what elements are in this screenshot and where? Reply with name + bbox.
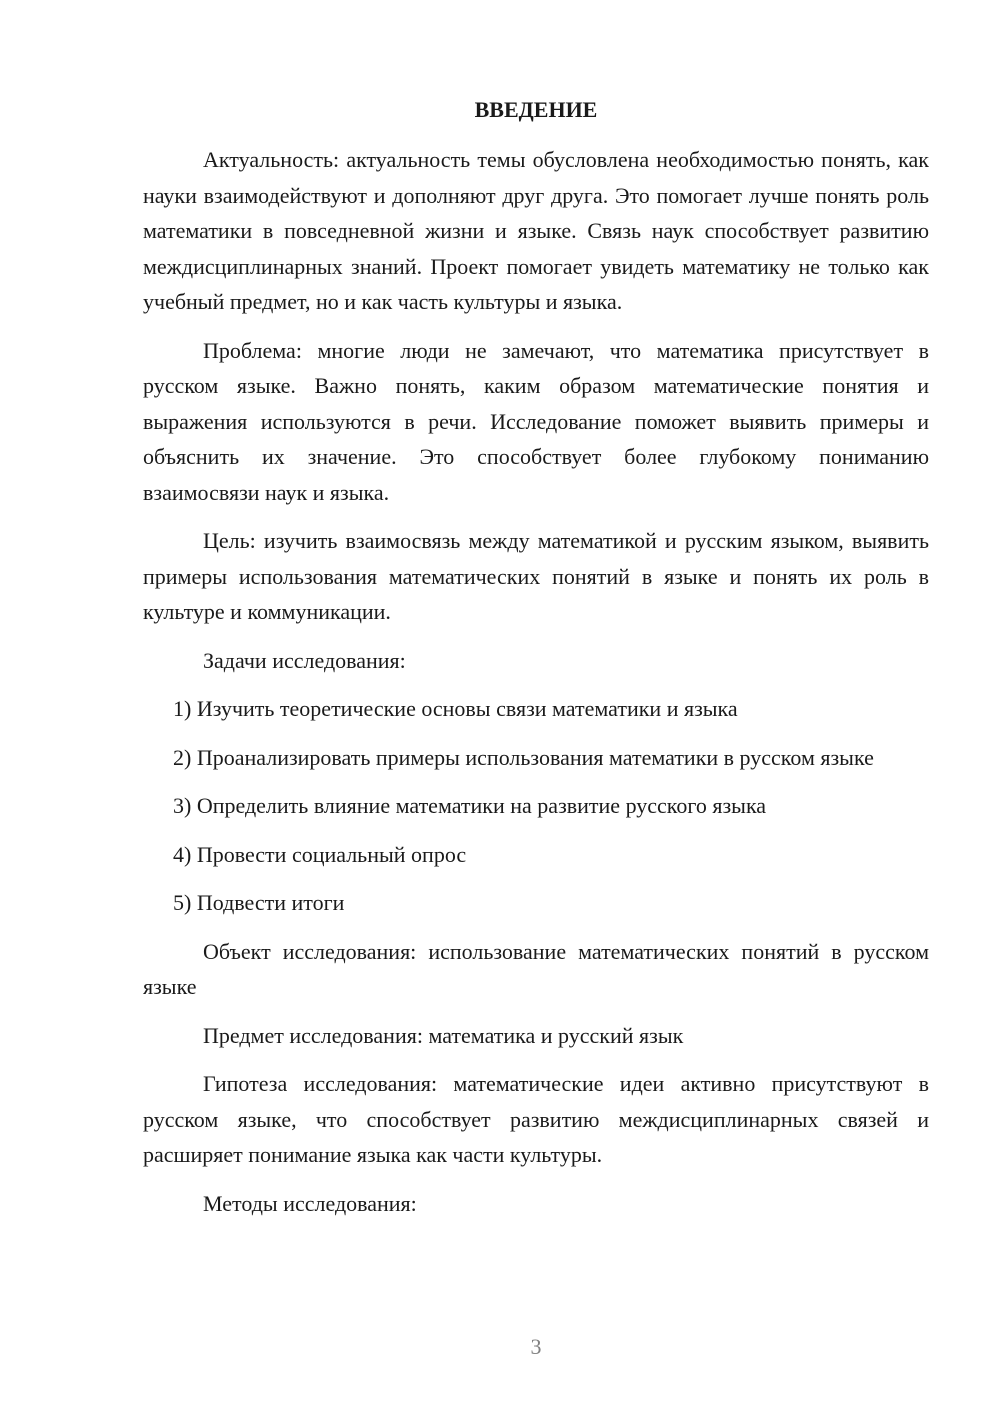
paragraph-object: Объект исследования: использование математических понятий в русском языке — [143, 938, 929, 999]
paragraph-hypothesis: Гипотеза исследования: математические идеи активно присутствуют в русском языке, что способствует развитию междисциплинарных связей и расширяет понимание языка как части культуры. — [143, 1071, 929, 1167]
paragraph-methods: Методы исследования: — [203, 1190, 417, 1216]
paragraph-subject: Предмет исследования: математика и русский язык — [203, 1022, 684, 1048]
paragraph-goal: Цель: изучить взаимосвязь между математикой и русским языком, выявить примеры использования математических понятий в языке и понять их роль в культуре и коммуникации. — [143, 528, 929, 624]
page-number: 3 — [530, 1334, 542, 1359]
page-title: ВВЕДЕНИЕ — [474, 97, 598, 122]
document-page — [143, 92, 929, 1234]
paragraph-tasks-heading: Задачи исследования: — [203, 647, 406, 673]
task-item-5: 5) Подвести итоги — [173, 890, 345, 915]
paragraph-relevance: Актуальность: актуальность темы обусловлена необходимостью понять, как науки взаимодействуют и дополняют друг друга. Это помогает лучше понять роль математики в повседневной жизни и языке. Связь наук способствует развитию междисциплинарных знаний. Проект помогает увидеть математику не только как учебный предмет, но и как часть культуры и языка. — [143, 147, 929, 314]
task-item-1: 1) Изучить теоретические основы связи математики и языка — [173, 696, 738, 721]
paragraph-problem: Проблема: многие люди не замечают, что математика присутствует в русском языке. Важно понять, каким образом математические понятия и выражения используются в речи. Исследование поможет выявить примеры и объяснить их значение. Это способствует более глубокому пониманию взаимосвязи наук и языка. — [143, 337, 929, 505]
task-item-2: 2) Проанализировать примеры использования математики в русском языке — [173, 744, 874, 770]
task-item-4: 4) Провести социальный опрос — [173, 841, 467, 867]
task-item-3: 3) Определить влияние математики на развитие русского языка — [173, 793, 767, 818]
